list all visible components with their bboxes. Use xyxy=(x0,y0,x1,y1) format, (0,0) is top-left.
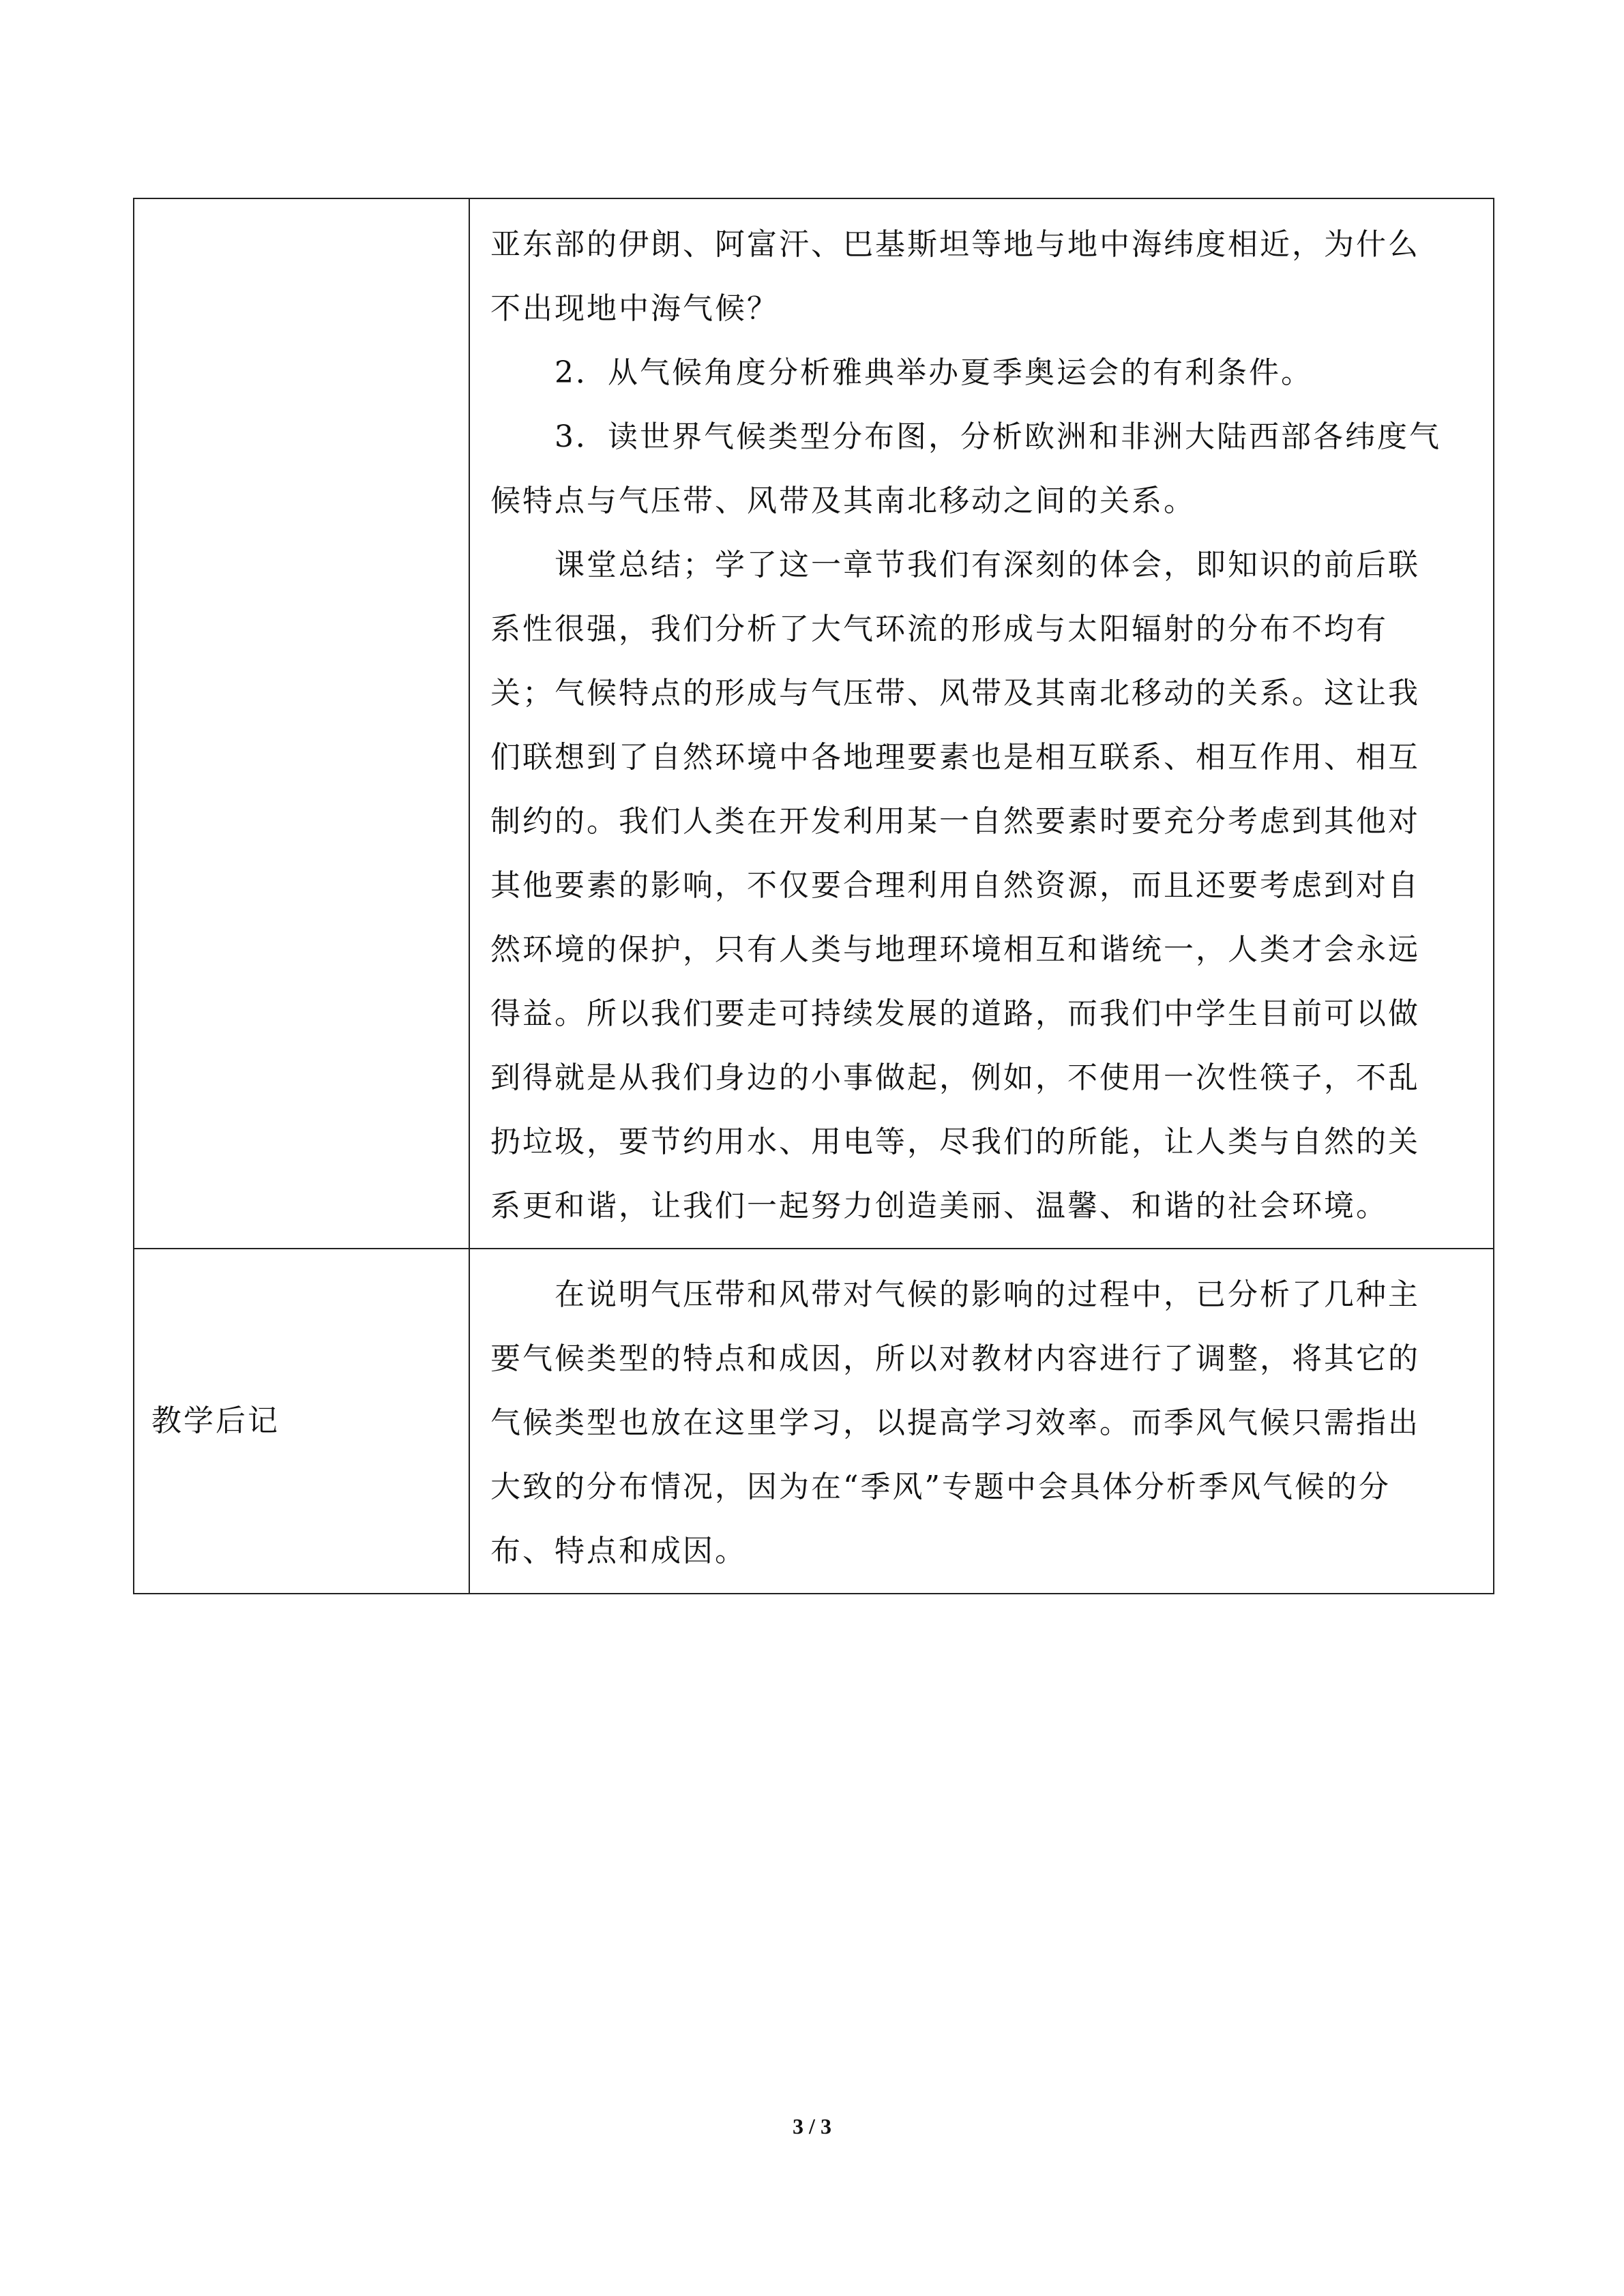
text-line: 然环境的保护，只有人类与地理环境相互和谐统一，人类才会永远 xyxy=(490,932,1420,967)
text-line: 亚东部的伊朗、阿富汗、巴基斯坦等地与地中海纬度相近，为什么 xyxy=(490,227,1420,262)
text-line: 系更和谐，让我们一起努力创造美丽、温馨、和谐的社会环境。 xyxy=(490,1189,1388,1223)
text-line: 扔垃圾，要节约用水、用电等，尽我们的所能，让人类与自然的关 xyxy=(490,1124,1420,1159)
text-line: 系性很强，我们分析了大气环流的形成与太阳辐射的分布不均有 xyxy=(490,612,1388,646)
text-line: 制约的。我们人类在开发利用某一自然要素时要充分考虑到其他对 xyxy=(490,804,1420,839)
text-line: 2．从气候角度分析雅典举办夏季奥运会的有利条件。 xyxy=(490,355,1313,390)
table-label-cell xyxy=(134,198,469,1249)
text-line: 大致的分布情况，因为在“季风”专题中会具体分析季风气候的分 xyxy=(490,1470,1391,1504)
text-line: 候特点与气压带、风带及其南北移动之间的关系。 xyxy=(490,483,1196,518)
text-line: 关；气候特点的形成与气压带、风带及其南北移动的关系。这让我 xyxy=(490,676,1420,711)
text-line: 要气候类型的特点和成因，所以对教材内容进行了调整，将其它的 xyxy=(490,1341,1420,1376)
text-line: 不出现地中海气候？ xyxy=(490,291,779,326)
text-line: 到得就是从我们身边的小事做起，例如，不使用一次性筷子，不乱 xyxy=(490,1060,1420,1095)
table-label-cell xyxy=(134,1249,469,1594)
row-label-teaching-notes: 教学后记 xyxy=(151,1403,280,1438)
table-content-cell xyxy=(469,1249,1494,1594)
table-row xyxy=(134,198,1494,1249)
text-line: 课堂总结；学了这一章节我们有深刻的体会，即知识的前后联 xyxy=(490,548,1420,582)
content-lines xyxy=(470,1249,1493,1593)
table-content-cell xyxy=(469,198,1494,1249)
text-line: 得益。所以我们要走可持续发展的道路，而我们中学生目前可以做 xyxy=(490,996,1420,1031)
text-line: 其他要素的影响，不仅要合理利用自然资源，而且还要考虑到对自 xyxy=(490,868,1420,903)
text-line: 3．读世界气候类型分布图，分析欧洲和非洲大陆西部各纬度气 xyxy=(490,419,1441,454)
lesson-plan-table xyxy=(133,198,1494,1594)
text-line: 们联想到了自然环境中各地理要素也是相互联系、相互作用、相互 xyxy=(490,740,1420,775)
table-row xyxy=(134,1249,1494,1594)
content-lines xyxy=(470,199,1493,1248)
text-line: 布、特点和成因。 xyxy=(490,1534,747,1568)
text-line: 气候类型也放在这里学习，以提高学习效率。而季风气候只需指出 xyxy=(490,1405,1420,1440)
text-line: 在说明气压带和风带对气候的影响的过程中，已分析了几种主 xyxy=(490,1277,1420,1312)
page-number: 3 / 3 xyxy=(793,2114,831,2138)
